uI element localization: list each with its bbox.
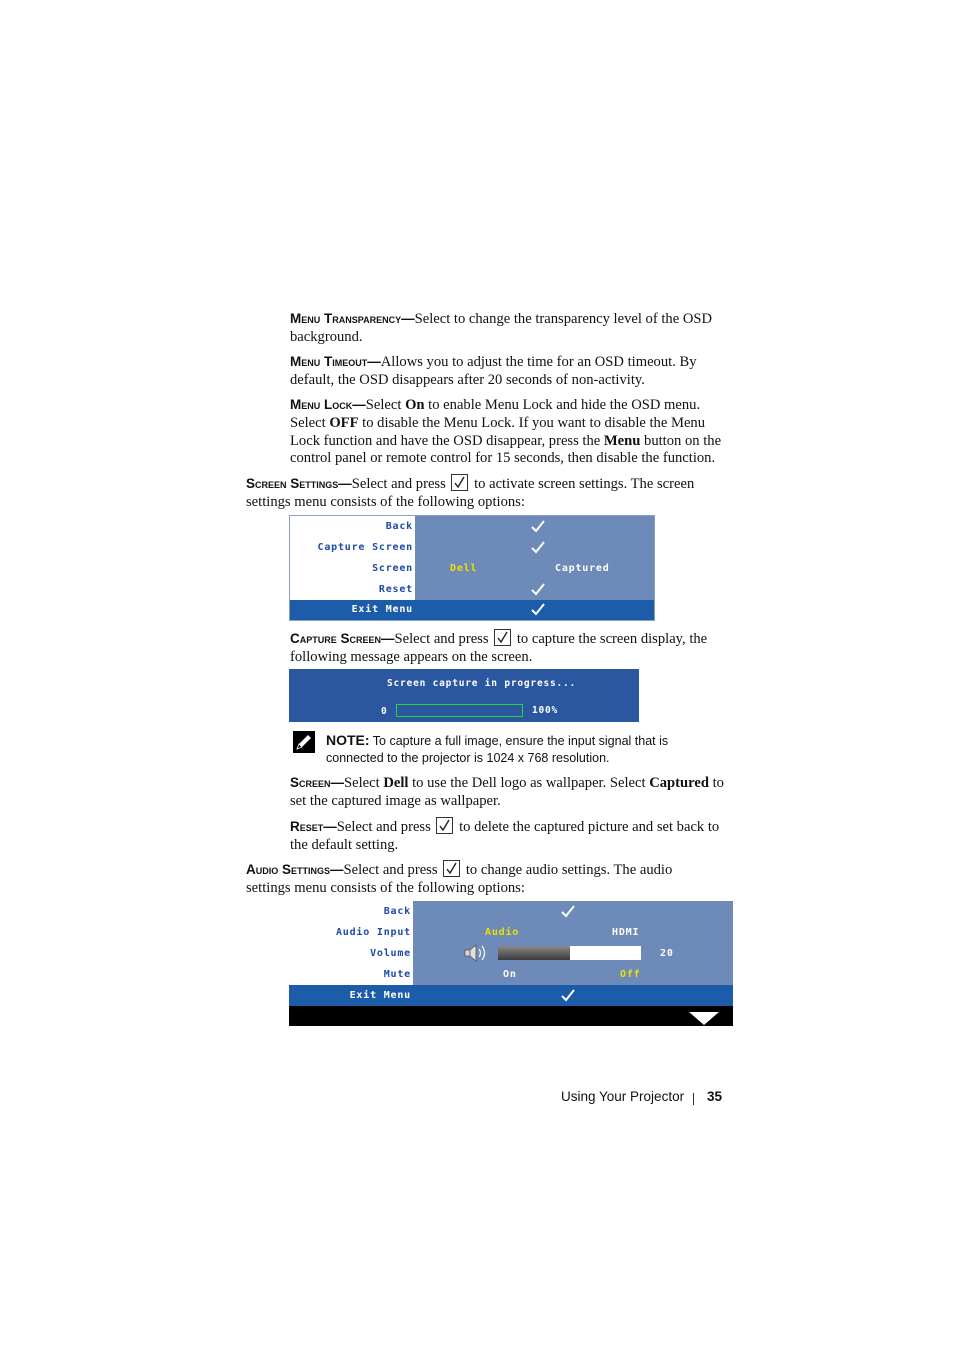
screen-option-captured[interactable]: Captured (555, 563, 610, 574)
menu-label-capture-screen: Capture Screen (317, 542, 413, 553)
menu-timeout-paragraph (290, 353, 735, 390)
menu-lock-text-2: to enable Menu Lock and hide the OSD menu. Select (290, 397, 701, 431)
screen-text-3: to set the captured image as wallpaper. (290, 775, 724, 809)
screen-text-2: to use the Dell logo as wallpaper. Select (408, 775, 650, 791)
audio-settings-heading: Audio Settings— (246, 862, 344, 877)
enter-button-icon (436, 817, 453, 834)
menu-row-audio-input[interactable] (289, 922, 733, 943)
reset-text-2: to delete the captured picture and set back to the default setting. (290, 819, 720, 853)
screen-dell: Dell (383, 775, 409, 791)
menu-lock-text-1: Select (365, 397, 406, 413)
note-paragraph (326, 732, 726, 767)
capture-message: Screen capture in progress... (387, 678, 577, 689)
menu-lock-text-4: button on the control panel or remote control for 15 seconds, then disable the function. (290, 432, 722, 467)
capture-screen-text-1: Select and press (394, 631, 493, 647)
screen-settings-menu (289, 515, 655, 621)
check-icon (531, 520, 545, 533)
menu-lock-text-3: to disable the Menu Lock. If you want to disable the Menu Lock function and have the OSD disappear, press the (290, 414, 706, 449)
audio-input-option-hdmi[interactable]: HDMI (612, 927, 640, 938)
menu-timeout-text: Allows you to adjust the time for an OSD timeout. By default, the OSD disappears after 20 seconds of non-activity. (290, 354, 697, 388)
menu-row-back[interactable] (289, 901, 733, 922)
footer-section-title: Using Your Projector (561, 1089, 685, 1104)
screen-text-1: Select (344, 775, 384, 791)
screen-settings-paragraph (246, 474, 736, 512)
reset-text-1: Select and press (336, 819, 435, 835)
menu-transparency-text: Select to change the transparency level of the OSD background. (290, 311, 713, 345)
footer-divider (693, 1093, 694, 1105)
volume-slider[interactable] (498, 946, 641, 960)
capture-screen-heading: Capture Screen— (290, 631, 395, 646)
check-icon (531, 583, 545, 596)
progress-bar (396, 704, 523, 717)
note-text: To capture a full image, ensure the input signal that is connected to the projector is 1024 x 768 resolution. (326, 734, 669, 765)
down-arrow-icon[interactable] (689, 1012, 719, 1025)
menu-label-mute: Mute (383, 969, 411, 980)
check-icon (561, 905, 575, 918)
screen-settings-text-1: Select and press (351, 476, 450, 492)
menu-row-volume[interactable] (289, 943, 733, 964)
note-pencil-icon (293, 731, 315, 753)
screen-paragraph (290, 774, 735, 811)
menu-lock-off: OFF (329, 414, 359, 431)
note-label: NOTE: (326, 732, 370, 748)
audio-settings-menu (289, 901, 733, 1026)
menu-label-back: Back (385, 521, 413, 532)
menu-label-reset: Reset (378, 584, 413, 595)
check-icon (531, 541, 545, 554)
menu-label-screen: Screen (372, 563, 413, 574)
menu-row-exit-menu[interactable] (290, 600, 654, 620)
menu-row-mute[interactable] (289, 964, 733, 985)
audio-settings-paragraph (246, 860, 716, 898)
menu-label-back: Back (383, 906, 411, 917)
menu-scroll-bar[interactable] (289, 1006, 733, 1026)
audio-input-option-audio[interactable]: Audio (485, 927, 520, 938)
menu-lock-heading: Menu Lock— (290, 397, 366, 412)
check-icon (531, 603, 545, 616)
audio-settings-text-2: to change audio settings. The audio settings menu consists of the following options: (246, 862, 673, 896)
menu-lock-paragraph (290, 396, 735, 468)
check-icon (561, 989, 575, 1002)
reset-paragraph (290, 817, 735, 855)
menu-label-exit-menu: Exit Menu (349, 990, 411, 1001)
capture-progress-dialog (289, 669, 639, 722)
menu-row-back[interactable] (290, 516, 654, 537)
progress-min-label: 0 (381, 706, 388, 717)
screen-captured: Captured (649, 775, 709, 791)
menu-transparency-heading: Menu Transparency— (290, 311, 415, 326)
mute-option-off[interactable]: Off (620, 969, 641, 980)
screen-settings-text-2: to activate screen settings. The screen settings menu consists of the following options: (246, 476, 695, 510)
reset-heading: Reset— (290, 819, 337, 834)
capture-screen-paragraph (290, 629, 735, 667)
menu-label-exit-menu: Exit Menu (351, 604, 413, 615)
menu-row-screen[interactable] (290, 558, 654, 579)
menu-label-audio-input: Audio Input (335, 927, 411, 938)
capture-screen-text-2: to capture the screen display, the following message appears on the screen. (290, 631, 708, 665)
enter-button-icon (494, 629, 511, 646)
enter-button-icon (451, 474, 468, 491)
menu-row-reset[interactable] (290, 579, 654, 600)
menu-lock-menu: Menu (603, 432, 641, 449)
page-number: 35 (707, 1089, 723, 1104)
mute-option-on[interactable]: On (503, 969, 517, 980)
menu-lock-on: On (405, 397, 425, 413)
audio-settings-text-1: Select and press (343, 862, 442, 878)
progress-max-label: 100% (532, 705, 559, 716)
screen-settings-heading: Screen Settings— (246, 476, 352, 491)
menu-row-capture-screen[interactable] (290, 537, 654, 558)
menu-row-exit-menu[interactable] (289, 985, 733, 1006)
screen-option-dell[interactable]: Dell (450, 563, 478, 574)
volume-value: 20 (660, 948, 674, 959)
enter-button-icon (443, 860, 460, 877)
menu-label-volume: Volume (370, 948, 411, 959)
speaker-icon (463, 943, 491, 963)
screen-heading: Screen— (290, 775, 345, 790)
menu-timeout-heading: Menu Timeout— (290, 354, 381, 369)
volume-slider-fill (498, 946, 570, 960)
menu-transparency-paragraph (290, 310, 735, 347)
